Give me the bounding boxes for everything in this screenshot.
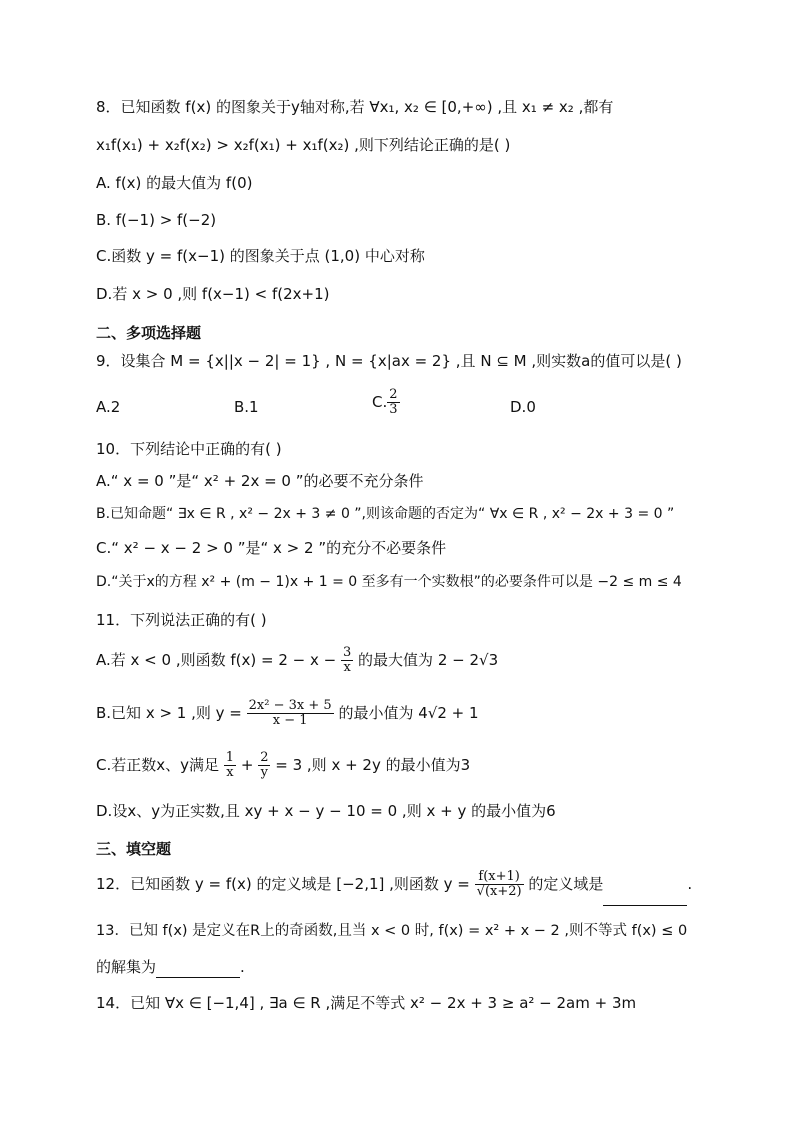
plus-sign: +: [240, 756, 254, 774]
q12-answer-blank[interactable]: [603, 889, 687, 906]
q11-option-a: [96, 640, 498, 680]
q9-options: [96, 388, 696, 432]
q13-stem-line1: 13．已知 f(x) 是定义在R上的奇函数,且当 x < 0 时, f(x) = x² + x − 2 ,则不等式 f(x) ≤ 0: [96, 923, 688, 939]
q11-option-c-fraction-1: [224, 751, 236, 780]
fraction-denominator: x: [343, 660, 351, 675]
section-heading-fill-in: 三、填空题: [96, 840, 172, 858]
q11-option-c-text: C.若正数x、y满足: [96, 756, 219, 774]
q9-option-a: A.2: [96, 398, 121, 416]
q9-option-c-fraction: [387, 388, 399, 417]
fraction-denominator: √(x+2): [476, 884, 522, 899]
q11-option-b: [96, 692, 479, 734]
q9-option-c-label: C.: [372, 393, 388, 411]
q9-option-c: [372, 388, 400, 417]
q10-option-d: D.“关于x的方程 x² + (m − 1)x + 1 = 0 至多有一个实数根”的必要条件可以是 −2 ≤ m ≤ 4: [96, 574, 682, 590]
q8-option-b: B. f(−1) > f(−2): [96, 211, 217, 229]
q13-text: 的解集为: [96, 958, 157, 976]
q12-text-end: 的定义域是: [528, 875, 604, 893]
fraction-numerator: 2: [389, 387, 398, 402]
q12-stem: [96, 862, 692, 906]
q11-option-d: D.设x、y为正实数,且 xy + x − y − 10 = 0 ,则 x + y 的最小值为6: [96, 802, 556, 820]
q14-stem: 14．已知 ∀x ∈ [−1,4] , ∃a ∈ R ,满足不等式 x² − 2x + 3 ≥ a² − 2am + 3m: [96, 994, 637, 1012]
q11-option-a-text: A.若 x < 0 ,则函数 f(x) = 2 − x −: [96, 651, 337, 669]
q9-option-d: D.0: [510, 398, 536, 416]
q10-option-a: A.“ x = 0 ”是“ x² + 2x = 0 ”的必要不充分条件: [96, 472, 424, 490]
q11-option-a-result: 的最大值为 2 − 2√3: [358, 651, 499, 669]
fraction-numerator: 2x² − 3x + 5: [248, 698, 332, 713]
q13-answer-blank[interactable]: [156, 961, 240, 978]
fraction-denominator: x − 1: [272, 713, 308, 728]
fraction-numerator: f(x+1): [475, 870, 524, 885]
q11-option-b-text: B.已知 x > 1 ,则 y =: [96, 704, 242, 722]
q13-stem-line2: [96, 956, 245, 978]
q12-period: .: [687, 875, 693, 893]
fraction-numerator: 3: [342, 645, 352, 660]
q11-stem: 11．下列说法正确的有( ): [96, 611, 267, 629]
q13-period: .: [240, 958, 245, 976]
q10-option-c: C.“ x² − x − 2 > 0 ”是“ x > 2 ”的充分不必要条件: [96, 539, 447, 557]
q9-option-b: B.1: [234, 398, 259, 416]
q8-option-c: C.函数 y = f(x−1) 的图象关于点 (1,0) 中心对称: [96, 247, 425, 265]
section-heading-multiple-choice: 二、多项选择题: [96, 324, 202, 342]
q12-text: 12．已知函数 y = f(x) 的定义域是 [−2,1] ,则函数 y =: [96, 875, 470, 893]
fraction-denominator: y: [260, 765, 269, 780]
fraction-denominator: x: [226, 765, 234, 780]
q8-stem-line1: 8．已知函数 f(x) 的图象关于y轴对称,若 ∀x₁, x₂ ∈ [0,+∞) ,且 x₁ ≠ x₂ ,都有: [96, 98, 614, 116]
q11-option-a-fraction: [341, 646, 353, 675]
q11-option-c-fraction-2: [258, 751, 270, 780]
q10-option-b: B.已知命题“ ∃x ∈ R , x² − 2x + 3 ≠ 0 ”,则该命题的否定为“ ∀x ∈ R , x² − 2x + 3 = 0 ”: [96, 506, 675, 522]
q11-option-c: [96, 744, 470, 786]
fraction-denominator: 3: [389, 402, 398, 417]
fraction-numerator: 2: [260, 750, 269, 765]
q11-option-c-result: = 3 ,则 x + 2y 的最小值为3: [275, 756, 471, 774]
q10-stem: 10．下列结论中正确的有( ): [96, 440, 282, 458]
q9-stem: 9．设集合 M = {x||x − 2| = 1} , N = {x|ax = 2} ,且 N ⊆ M ,则实数a的值可以是( ): [96, 352, 682, 370]
fraction-numerator: 1: [225, 750, 235, 765]
q8-option-d: D.若 x > 0 ,则 f(x−1) < f(2x+1): [96, 285, 330, 303]
q12-fraction: [475, 870, 524, 899]
q8-option-a: A. f(x) 的最大值为 f(0): [96, 174, 253, 192]
q11-option-b-result: 的最小值为 4√2 + 1: [338, 704, 479, 722]
q11-option-b-fraction: [247, 699, 334, 728]
q8-stem-line2: x₁f(x₁) + x₂f(x₂) > x₂f(x₁) + x₁f(x₂) ,则下列结论正确的是( ): [96, 136, 511, 154]
